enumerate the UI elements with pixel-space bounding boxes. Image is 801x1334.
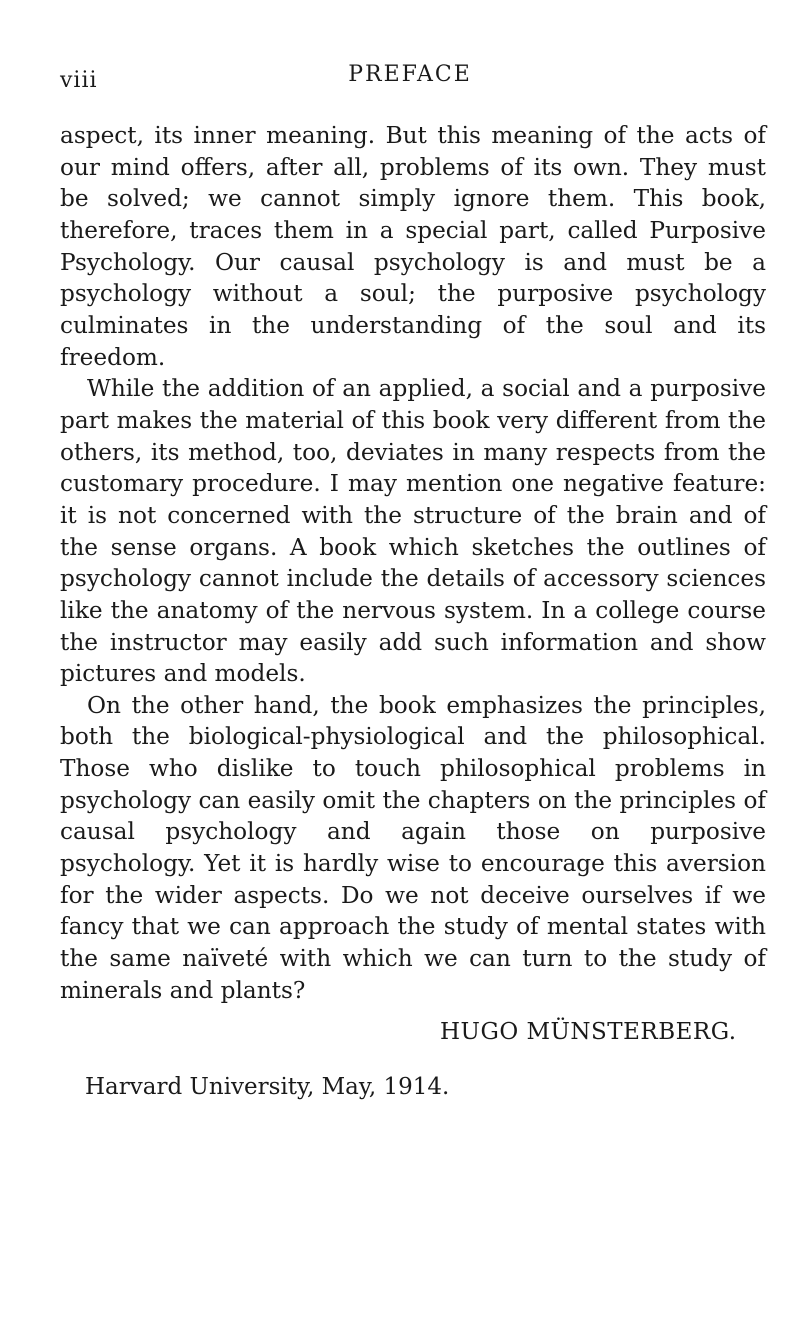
preface-body xyxy=(60,120,766,1006)
dateline: Harvard University, May, 1914. xyxy=(85,1074,450,1100)
paragraph-principles: On the other hand, the book emphasizes the principles, both the biological-physiological and the philosophical. Those who dislike to touch philosophical problems in psychology can easily omit the chapters on the principles of causal psychology and again those on purposive psychology. Yet it is hardly wise to encourage this aversion for the wider aspects. Do we not deceive ourselves if we fancy that we can approach the study of mental states with the same naïveté with which we can turn to the study of minerals and plants? xyxy=(60,691,766,1004)
paragraph-continued: aspect, its inner meaning. But this meaning of the acts of our mind offers, after all, problems of its own. They must be solved; we cannot simply ignore them. This book, therefore, traces them in a special part, called Purposive Psychology. Our causal psychology is and must be a psychology without a soul; the purposive psychology culminates in the understanding of the soul and its freedom. xyxy=(60,122,766,371)
running-head: PREFACE xyxy=(348,62,472,87)
page-header xyxy=(60,62,760,92)
page-number: viii xyxy=(60,68,98,93)
paragraph-method: While the addition of an applied, a social and a purposive part makes the material of this book very different from the others, its method, too, deviates in many respects from the customary procedure. I may mention one negative feature: it is not concerned with the structure of the brain and of the sense organs. A book which sketches the outlines of psychology cannot include the details of accessory sciences like the anatomy of the nervous system. In a college course the instructor may easily add such information and show pictures and models. xyxy=(60,375,766,688)
author-signature: HUGO MÜNSTERBERG. xyxy=(440,1019,737,1045)
